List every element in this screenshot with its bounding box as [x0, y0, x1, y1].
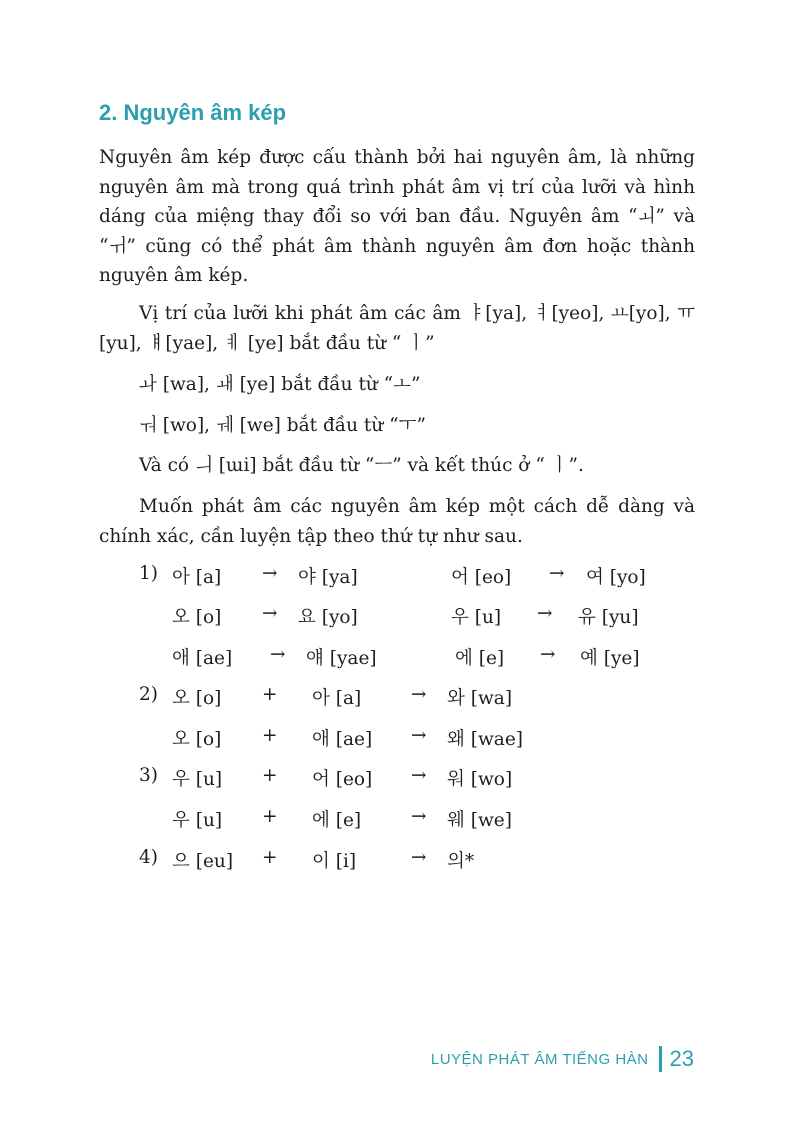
arrow-icon: →: [262, 603, 278, 624]
plus-icon: +: [262, 847, 278, 868]
first-vowel: 으 [eu]: [172, 851, 234, 872]
combined-vowel: 의*: [447, 851, 475, 872]
arrow-icon: →: [549, 563, 565, 584]
second-vowel: 애 [ae]: [312, 729, 373, 750]
plus-icon: +: [262, 806, 278, 827]
arrow-icon: →: [411, 806, 427, 827]
source-vowel: 애 [ae]: [172, 648, 233, 669]
result-vowel: 요 [yo]: [298, 607, 358, 628]
item-number: 4): [139, 847, 158, 868]
arrow-icon: →: [411, 725, 427, 746]
source-vowel: 오 [o]: [172, 607, 222, 628]
result-vowel: 야 [ya]: [298, 567, 358, 588]
footer-divider: [659, 1046, 662, 1072]
line-wo-we: ㅝ [wo], ㅞ [we] bắt đầu từ “ㅜ”: [139, 415, 426, 436]
arrow-icon: →: [411, 847, 427, 868]
combined-vowel: 워 [wo]: [447, 769, 513, 790]
source-vowel: 어 [eo]: [451, 567, 512, 588]
arrow-icon: →: [411, 684, 427, 705]
arrow-icon: →: [411, 765, 427, 786]
line-wa-we: ㅘ [wa], ㅙ [ye] bắt đầu từ “ㅗ”: [139, 374, 421, 395]
page-number: 23: [669, 1046, 694, 1071]
arrow-icon: →: [262, 563, 278, 584]
result-vowel: 예 [ye]: [580, 648, 640, 669]
first-vowel: 오 [o]: [172, 688, 222, 709]
plus-icon: +: [262, 684, 278, 705]
result-vowel: 얘 [yae]: [306, 648, 377, 669]
second-vowel: 아 [a]: [312, 688, 362, 709]
second-vowel: 에 [e]: [312, 810, 362, 831]
plus-icon: +: [262, 725, 278, 746]
intro-paragraph: Nguyên âm kép được cấu thành bởi hai nguyên âm, là những nguyên âm mà trong quá trình phát âm vị trí của lưỡi và hình dáng của miệng thay đổi so với ban đầu. Nguyên âm “ㅚ” và “ㅟ” cũng có thể phát âm thành nguyên âm đơn hoặc thành nguyên âm kép.: [99, 147, 695, 286]
source-vowel: 아 [a]: [172, 567, 222, 588]
combined-vowel: 왜 [wae]: [447, 729, 523, 750]
practice-intro: Muốn phát âm các nguyên âm kép một cách dễ dàng và chính xác, cần luyện tập theo thứ tự như sau.: [99, 496, 695, 547]
second-vowel: 어 [eo]: [312, 769, 373, 790]
page-footer: [431, 1044, 694, 1074]
arrow-icon: →: [270, 644, 286, 665]
first-vowel: 우 [u]: [172, 769, 223, 790]
line-ui: Và có ㅢ [ɯi] bắt đầu từ “ㅡ” và kết thúc ở “ ㅣ”.: [139, 455, 584, 476]
source-vowel: 우 [u]: [451, 607, 502, 628]
combo-row: [0, 725, 800, 751]
combo-row: [0, 765, 800, 791]
result-vowel: 여 [yo]: [586, 567, 646, 588]
practice-row: [0, 644, 800, 670]
arrow-icon: →: [540, 644, 556, 665]
tongue-position-paragraph: Vị trí của lưỡi khi phát âm các âm ㅑ[ya], ㅕ[yeo], ㅛ[yo], ㅠ[yu], ㅒ[yae], ㅖ [ye] bắt đầu từ “ ㅣ”: [99, 303, 695, 354]
first-vowel: 우 [u]: [172, 810, 223, 831]
second-vowel: 이 [i]: [312, 851, 357, 872]
combo-row: [0, 684, 800, 710]
item-number: 1): [139, 563, 158, 584]
combined-vowel: 웨 [we]: [447, 810, 512, 831]
result-vowel: 유 [yu]: [578, 607, 639, 628]
combined-vowel: 와 [wa]: [447, 688, 513, 709]
combo-row: [0, 806, 800, 832]
source-vowel: 에 [e]: [455, 648, 505, 669]
item-number: 3): [139, 765, 158, 786]
arrow-icon: →: [537, 603, 553, 624]
book-title: LUYỆN PHÁT ÂM TIẾNG HÀN: [430, 1050, 649, 1068]
item-number: 2): [139, 684, 158, 705]
practice-row: [0, 603, 800, 629]
plus-icon: +: [262, 765, 278, 786]
combo-row: [0, 847, 800, 873]
practice-row: [0, 563, 800, 589]
first-vowel: 오 [o]: [172, 729, 222, 750]
section-heading: 2. Nguyên âm kép: [99, 100, 287, 125]
